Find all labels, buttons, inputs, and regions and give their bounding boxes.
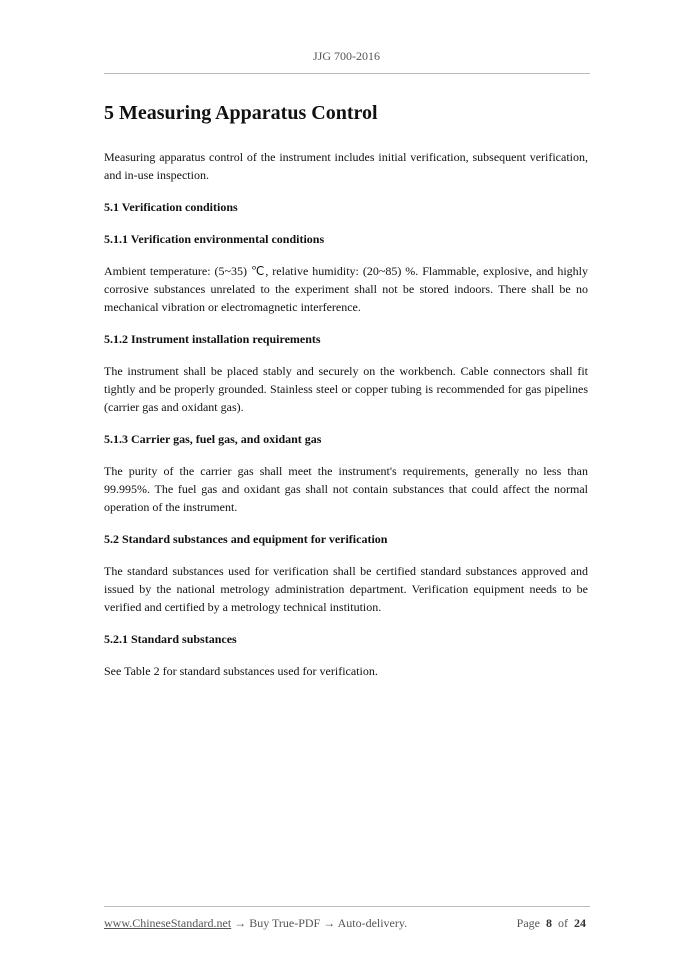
running-header: JJG 700-2016 <box>312 49 380 63</box>
total-pages: 24 <box>574 916 586 930</box>
page-content <box>104 100 588 694</box>
paragraph: See Table 2 for standard substances used for verification. <box>104 664 378 678</box>
header-divider <box>104 73 590 74</box>
paragraph: The purity of the carrier gas shall meet the instrument's requirements, generally no less than 99.995%. The fuel gas and oxidant gas shall not contain substances that could affect the normal operation of the instrument. <box>104 464 588 514</box>
of-label: of <box>558 916 568 930</box>
page-label: Page <box>516 916 540 930</box>
paragraph: Measuring apparatus control of the instrument includes initial verification, subsequent verification, and in-use inspection. <box>104 150 588 182</box>
section-title: 5 Measuring Apparatus Control <box>104 102 378 124</box>
paragraph: The standard substances used for verification shall be certified standard substances approved and issued by the national metrology administration department. Verification equipment needs to be verified and certified by a metrology technical institution. <box>104 564 588 614</box>
paragraph: Ambient temperature: (5~35) ℃, relative humidity: (20~85) %. Flammable, explosive, and highly corrosive substances unrelated to the experiment shall not be stored indoors. There shall be no mechanical vibration or electromagnetic interference. <box>104 264 588 314</box>
footer-tagline: → Buy True-PDF → Auto-delivery. <box>231 916 408 930</box>
section-body <box>104 148 588 680</box>
paragraph: The instrument shall be placed stably and securely on the workbench. Cable connectors shall fit tightly and be properly grounded. Stainless steel or copper tubing is recommended for gas pipelines (carrier gas and oxidant gas). <box>104 364 588 414</box>
page-footer <box>104 916 586 931</box>
subsection-heading: 5.2.1 Standard substances <box>104 632 237 646</box>
website-link[interactable]: www.ChineseStandard.net <box>104 916 232 930</box>
subsection-heading: 5.1 Verification conditions <box>104 200 238 214</box>
subsection-heading: 5.1.1 Verification environmental conditions <box>104 232 325 246</box>
subsection-heading: 5.2 Standard substances and equipment for verification <box>104 532 388 546</box>
current-page: 8 <box>546 916 552 930</box>
footer-promo <box>104 916 407 931</box>
subsection-heading: 5.1.3 Carrier gas, fuel gas, and oxidant gas <box>104 432 322 446</box>
subsection-heading: 5.1.2 Instrument installation requirements <box>104 332 321 346</box>
page-number <box>517 916 586 931</box>
footer-divider <box>104 906 590 907</box>
